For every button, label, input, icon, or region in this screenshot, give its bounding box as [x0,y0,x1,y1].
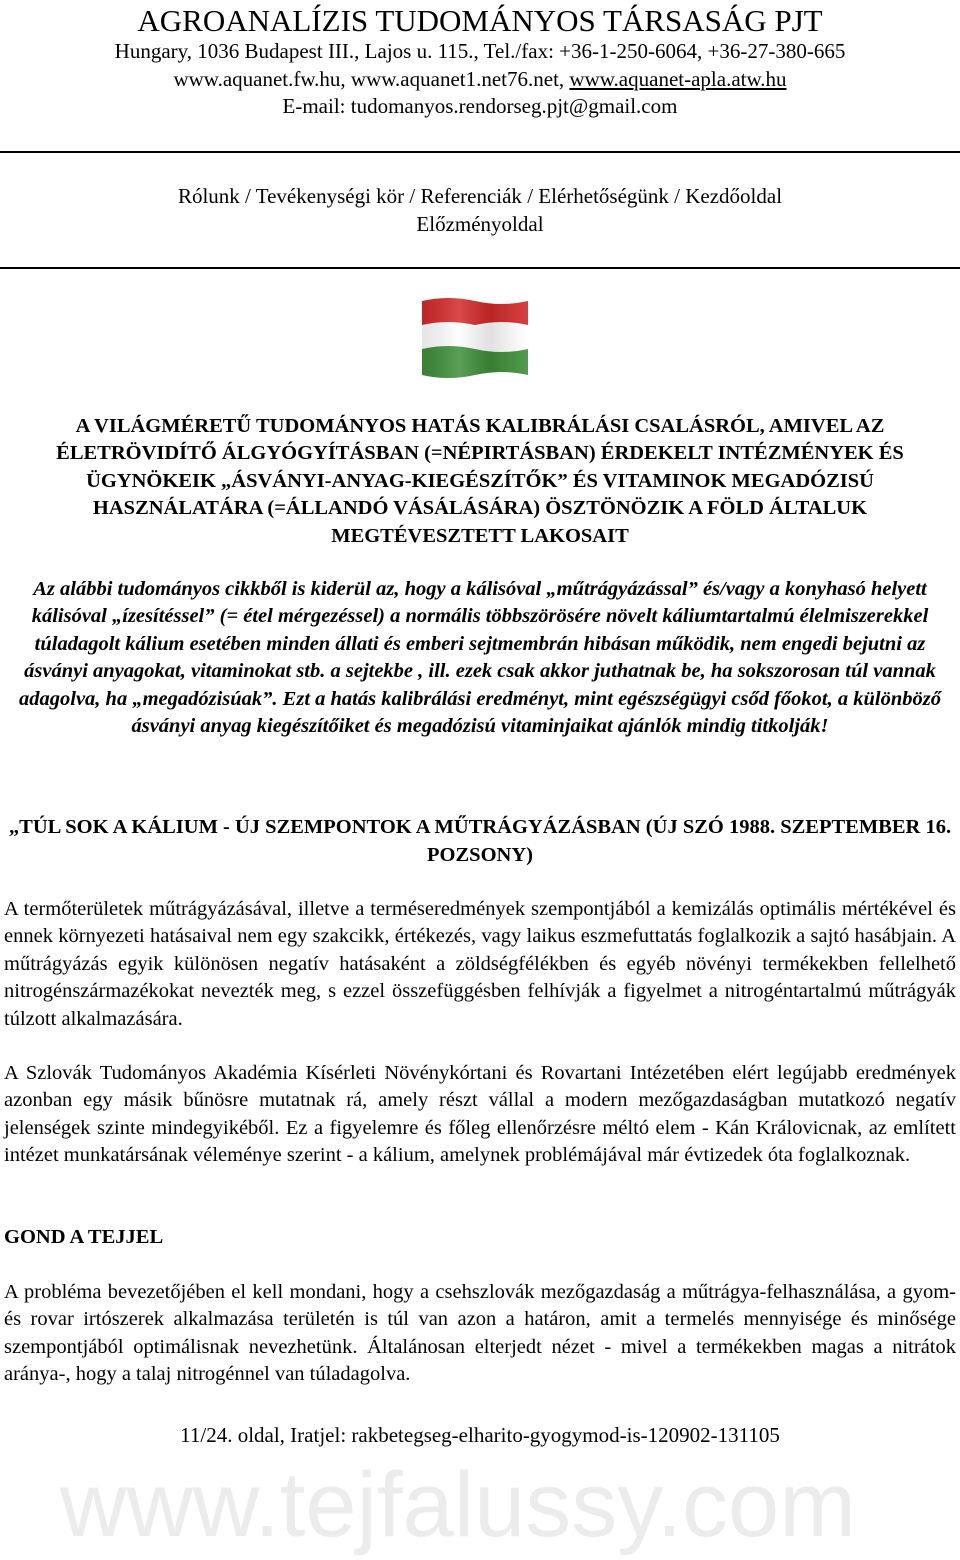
nav-links [0,182,960,210]
article-paragraph-3: A probléma bevezetőjében el kell mondani, hogy a csehszlovák mezőgazdaság a műtrágya-felhasználása, a gyom- és rovar irtószerek alkalmazása területén is túl van azon a határon, amit a termelés mennyisége és minősége szempontjából optimálisnak nevezhetünk. Általánosan elterjedt nézet - mivel a termékekben magas a nitrátok aránya-, hogy a talaj nitrogénnel van túladagolva. [4,1281,956,1386]
article-paragraph-1: A termőterületek műtrágyázásával, illetve a terméseredmények szempontjából a kemizálás optimális mértékével és ennek környezeti hatásaival nem egy szakcikk, értékezés, vagy laikus eszmefuttatás foglalkozik a sajtó hasábjain. A műtrágyázás egyik különösen negatív hatásaként a zöldségfélékben és egyéb növényi termékekben fellelhető nitrogénszármazékokat nevezték meg, s ezzel összefüggésben felhívják a figyelmet a nitrogéntartalmú műtrágyák túlzott alkalmazására. [4,898,956,1030]
article-title: „TÚL SOK A KÁLIUM - ÚJ SZEMPONTOK A MŰTRÁGYÁZÁSBAN (ÚJ SZÓ 1988. SZEPTEMBER 16. POZSONY) [8,816,952,866]
article-subheading: GOND A TEJJEL [4,1226,164,1248]
page-footer: 11/24. oldal, Iratjel: rakbetegseg-elharito-gyogymod-is-120902-131105 [180,1423,780,1447]
nav-divider [0,267,960,269]
navigation-bar [0,182,960,238]
nav-item-tevekenysegi-kor[interactable]: Tevékenységi kör [255,184,405,208]
site-watermark: www.tejfalussy.com [60,1454,856,1556]
nav-item-rolunk[interactable]: Rólunk [177,184,240,208]
organization-email: E-mail: tudomanyos.rendorseg.pjt@gmail.com [282,94,678,118]
top-divider [0,151,960,153]
organization-address: Hungary, 1036 Budapest III., Lajos u. 115., Tel./fax: +36-1-250-6064, +36-27-380-665 [114,39,846,63]
nav-item-kezdooldal[interactable]: Kezdőoldal [685,184,783,208]
nav-separator: / [404,184,421,208]
websites-text: www.aquanet.fw.hu, www.aquanet1.net76.net, [173,67,570,91]
hungarian-flag-icon [418,293,532,383]
nav-separator: / [239,184,256,208]
nav-item-elerhetosegunk[interactable]: Elérhetőségünk [538,184,669,208]
intro-paragraph: Az alábbi tudományos cikkből is kiderül az, hogy a kálisóval „műtrágyázással” és/vagy a konyhasó helyett kálisóval „ízesítéssel” (= étel mérgezéssel) a normális többszörösére növelt káliumtartalmú élelmiszerekkel túladagolt kálium esetében minden állati és emberi sejtmembrán hibásan működik, nem engedi bejutni az ásványi anyagokat, vitaminokat stb. a sejtekbe , ill. ezek csak akkor juthatnak be, ha sokszorosan túl vannak adagolva, ha „megadózisúak”. Ezt a hatás kalibrálási eredményt, mint egészségügyi csőd főokot, a különböző ásványi anyag kiegészítőiket és megadózisú vitaminjaikat ajánlók mindig titkolják! [19,578,941,738]
website-link[interactable]: www.aquanet-apla.atw.hu [569,67,787,91]
nav-item-elozmenyoldal[interactable]: Előzményoldal [416,212,544,236]
nav-item-referenciak[interactable]: Referenciák [420,184,522,208]
nav-separator: / [521,184,539,208]
nav-separator: / [668,184,686,208]
page-headline: A VILÁGMÉRETŰ TUDOMÁNYOS HATÁS KALIBRÁLÁSI CSALÁSRÓL, AMIVEL AZ ÉLETRÖVIDÍTŐ ÁLGYÓGYÍTÁSBAN (=NÉPIRTÁSBAN) ÉRDEKELT INTÉZMÉNYEK ÉS ÜGYNÖKEIK „ÁSVÁNYI-ANYAG-KIEGÉSZÍTŐK” ÉS VITAMINOK MEGADÓZISÚ HASZNÁLATÁRA (=ÁLLANDÓ VÁSÁLÁSÁRA) ÖSZTÖNÖZIK A FÖLD ÁLTALUK MEGTÉVESZTETT LAKOSAIT [56,415,904,547]
organization-websites [0,66,960,93]
article-paragraph-2: A Szlovák Tudományos Akadémia Kísérleti Növénykórtani és Rovartani Intézetében elért legújabb eredmények azonban egy másik bűnösre mutatnak rá, amely részt vállal a modern mezőgazdaságban mutatkozó negatív jelenségek szinte mindegyikéből. Ez a figyelemre és főleg ellenőrzésre méltó elem - Kán Královicnak, az említett intézet munkatársának véleménye szerint - a kálium, amelynek problémájával már évtizedek óta foglalkoznak. [4,1062,956,1167]
organization-name: AGROANALÍZIS TUDOMÁNYOS TÁRSASÁG PJT [137,3,823,38]
